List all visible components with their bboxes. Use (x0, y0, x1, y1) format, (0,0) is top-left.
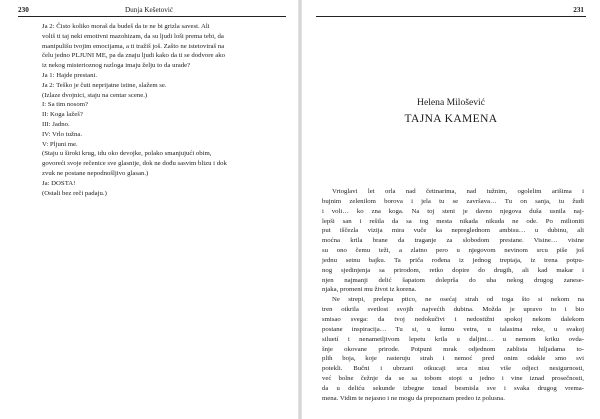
text-line: III: Jadno. (42, 120, 70, 128)
text-line: da u deliću sekunde izbegne iznad besmisla sve i svaka drugog vrema- (322, 384, 584, 392)
left-header-rule (18, 16, 286, 17)
left-running-header: Dunja Kešetović (124, 6, 174, 14)
text-line: njaka, promeni mu život iz korena. (322, 286, 417, 294)
text-line: Ja 2: Teško je čuti neprijatne istine, slažem se. (42, 81, 167, 89)
text-line: voliš ti taj neki emotivni mazohizam, da su ljudi loši prema tebi, da (42, 32, 224, 40)
text-line: mena. Vidim te nejasno i ne mogu da prepoznam predeo iz polusna. (322, 394, 505, 402)
text-line: postane inspiracija… Tu si, u šumu vetra, u talasima reke, u svakoj (322, 325, 584, 333)
text-line: su ono čemu teži, a zlatno pero u njegovom nevinom srcu piše još (322, 247, 584, 255)
text-line: manipulišu tvojim emocijama, a ti tražiš još. Zašto ne istetoviraš na (42, 42, 225, 50)
text-line: (Staju u široki krug, idu oko devojke, polako smanjujući obim, (42, 150, 212, 158)
text-line: Ne strepi, prelepa ptico, ne osećaj strah od toga što si nekom na (332, 296, 584, 304)
text-line: i voli… ko zna koga. Na toj steni je davno njegova duša usnila naj- (322, 207, 584, 215)
text-line: bujnim zelenilom borova i jela tu se završava… Tu on sanja, tu žudi (322, 197, 584, 205)
right-page-text (322, 187, 584, 404)
left-page-number: 230 (18, 6, 29, 14)
text-line: (Ostali bez reči padaju.) (42, 189, 107, 197)
left-page-text (42, 22, 288, 198)
text-line: šnje okovane prirode. Potpuni mrak odjednom zablista hiljadama to- (322, 345, 584, 353)
text-line: Vrtoglavi let orla nad četinarima, nad tužnim, ogolelim arišima i (332, 188, 584, 195)
text-line: Ja 2: Čisto koliko moraš da budeš da te ne bi grizla savest. Ali (42, 23, 210, 30)
left-page (0, 0, 298, 419)
text-line: tren otkrila svetlost svojih najvećih dubina. Možda je upravo to i bio (322, 306, 584, 314)
text-line: govoreći svoje rečenice sve glasnije, dok ne dođu sasvim blizu i dok (42, 160, 227, 168)
text-line: njen najmanji delić šapatom doleprša do uha nekog drugog zanese- (322, 276, 584, 284)
text-line: jednu setnu bajku. Ta priča rođena iz jednog treptaja, iz trena potpu- (322, 256, 584, 264)
text-line: Ja 1: Hajde prestani. (42, 71, 98, 79)
text-line: siluetí i nenametljivom lepetu krila u daljini… u nemom kriku ovda- (322, 335, 584, 343)
text-line: smisao svega: da tvoj nedokučivi i nedostižni spokoj nekom dalekom (322, 315, 584, 323)
right-header-rule (316, 16, 586, 17)
text-line: lepši san i rešila da sa tog mesta nikada nikuda ne ode. Po milioniti (322, 217, 584, 225)
text-line: put iščezla vizija mira vuče ka nepreglednom ambisu… u dubinu, ali (322, 227, 584, 235)
text-line: potekli. Bučni i ubrzani otkucaji srca nisu više odjeci nesigurnosti, (322, 365, 584, 373)
story-title: TAJNA KAMENA (404, 113, 498, 125)
text-line: plih boja, koje rasteruju strah i nemoć pred onim odakle smo svi (322, 355, 584, 363)
text-line: Ja: DOSTA! (42, 179, 76, 187)
text-line: I: Sa tim nosom? (42, 101, 88, 109)
text-line: (Izlaze dvojnici, staju na centar scene.) (42, 91, 148, 99)
text-line: II: Koga lažeš? (42, 111, 83, 119)
text-line: čelu jedno PLJUNI ME, pa da znaju ljudi kako da ti se dodvore ako (42, 52, 225, 60)
text-line: iz nekog misterioznog razloga imaju želju to da urade? (42, 62, 191, 70)
text-line: zvuk ne postane nepodnošljivo glasan.) (42, 169, 149, 177)
text-line: V: Pljuni me. (42, 140, 78, 148)
right-page-number: 231 (573, 6, 584, 14)
text-line: nog sjedinjenja sa prirodom, retko dopire do drugih, ali kad makar i (322, 266, 584, 274)
story-author: Helena Milošević (417, 97, 485, 108)
text-line: već bolne čežnje da se sa tobom stopi u jedno i vine iznad prosečnosti, (322, 375, 584, 383)
text-line: moćna krila brane da traganje za slobodom prestane. Visine… visine (322, 237, 584, 245)
right-page (302, 0, 600, 419)
text-line: IV: Vrlo tužna. (42, 130, 83, 138)
